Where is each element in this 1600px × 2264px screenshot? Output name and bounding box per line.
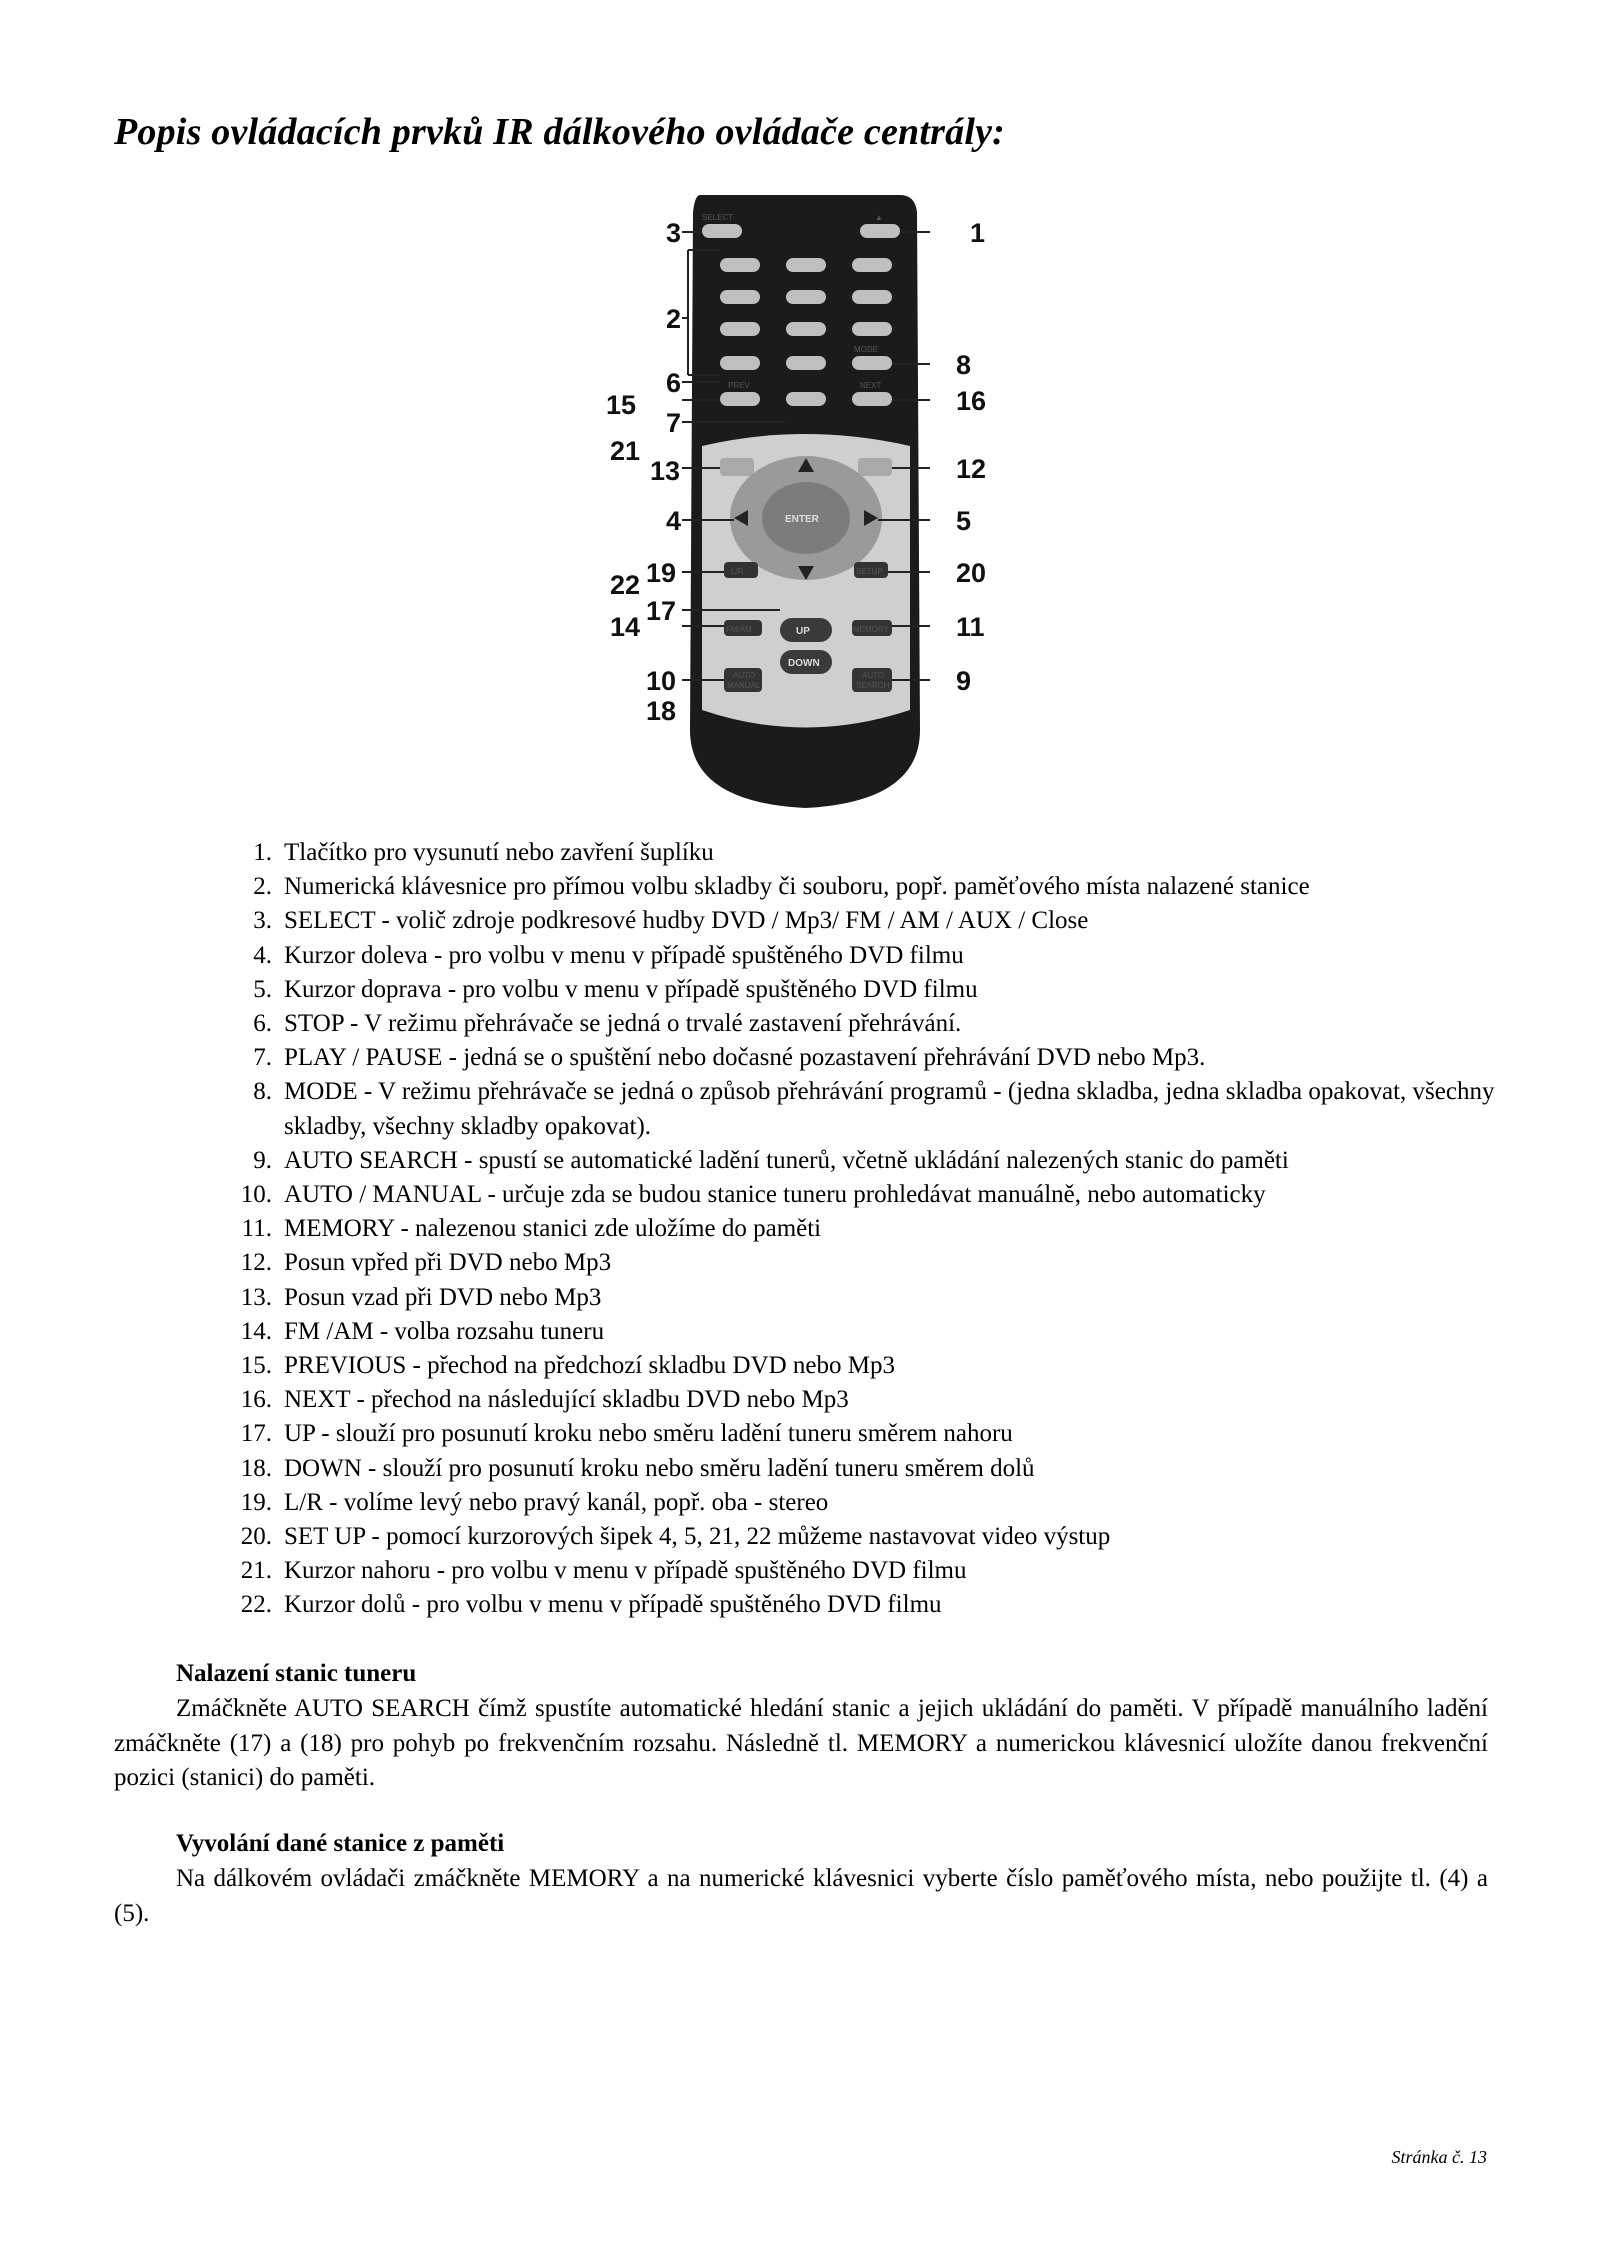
tuning-heading: Nalazení stanic tuneru: [176, 1660, 417, 1687]
svg-text:UP: UP: [796, 626, 810, 637]
recall-paragraph: Na dálkovém ovládači zmáčkněte MEMORY a na numerické klávesnici vyberte číslo paměťového místa, nebo použijte tl. (4) a (5).: [114, 1865, 1488, 1927]
page-number: Stránka č. 13: [1391, 2147, 1487, 2167]
callout-11: 11: [956, 612, 985, 642]
stop-button: [720, 356, 760, 370]
legend-item: 12. Posun vpřed při DVD nebo Mp3: [240, 1249, 612, 1277]
callout-15: 15: [606, 390, 637, 420]
svg-text:AUTO: AUTO: [733, 671, 756, 680]
legend-item: 4. Kurzor doleva - pro volbu v menu v případě spuštěného DVD filmu: [253, 941, 964, 969]
legend-item: 17. UP - slouží pro posunutí kroku nebo směru ladění tuneru směrem nahoru: [240, 1420, 1013, 1448]
next-label: NEXT: [860, 381, 882, 390]
mode-label: MODE: [854, 345, 878, 354]
recall-heading: Vyvolání dané stanice z paměti: [176, 1830, 505, 1857]
enter-label: ENTER: [785, 514, 819, 525]
legend-item: 5. Kurzor doprava - pro volbu v menu v případě spuštěného DVD filmu: [253, 975, 978, 1003]
callout-8: 8: [956, 350, 972, 380]
callout-19: 19: [646, 558, 677, 588]
legend-item: 18. DOWN - slouží pro posunutí kroku nebo směru ladění tuneru směrem dolů: [240, 1454, 1035, 1482]
callout-22: 22: [610, 570, 641, 600]
legend-item: 7. PLAY / PAUSE - jedná se o spuštění nebo dočasné pozastavení přehrávání DVD nebo Mp3.: [253, 1044, 1206, 1072]
mode-button: [852, 356, 892, 370]
svg-text:SEARCH: SEARCH: [856, 681, 890, 690]
button-legend: [220, 836, 1510, 1623]
legend-item: 3. SELECT - volič zdroje podkresové hudby DVD / Mp3/ FM / AM / AUX / Close: [253, 907, 1089, 935]
callout-18: 18: [646, 696, 677, 726]
callout-12: 12: [956, 454, 987, 484]
svg-text:MANUAL: MANUAL: [727, 681, 761, 690]
play-pause-button: [786, 356, 826, 370]
callout-2: 2: [666, 304, 682, 334]
page-title: Popis ovládacích prvků IR dálkového ovládače centrály:: [114, 111, 1005, 153]
svg-text:MEMORY: MEMORY: [853, 625, 889, 634]
legend-item: 2. Numerická klávesnice pro přímou volbu skladby či souboru, popř. paměťového místa nalazené stanice: [253, 873, 1310, 901]
select-label: SELECT: [702, 213, 734, 222]
callout-4: 4: [666, 506, 682, 536]
svg-text:AUTO: AUTO: [862, 671, 885, 680]
eject-label: ▲: [875, 213, 883, 222]
next-button: [852, 392, 892, 406]
legend-item: 21. Kurzor nahoru - pro volbu v menu v případě spuštěného DVD filmu: [240, 1557, 967, 1585]
callout-1: 1: [970, 218, 986, 248]
legend-item: 11. MEMORY - nalezenou stanici zde uložíme do paměti: [241, 1215, 822, 1243]
callout-17: 17: [646, 596, 677, 626]
legend-item: 14. FM /AM - volba rozsahu tuneru: [240, 1317, 605, 1345]
svg-text:DOWN: DOWN: [788, 658, 820, 669]
legend-item: 15. PREVIOUS - přechod na předchozí skladbu DVD nebo Mp3: [240, 1352, 895, 1380]
remote-control-figure: [590, 190, 1010, 820]
callout-3: 3: [666, 218, 682, 248]
legend-item: 20. SET UP - pomocí kurzorových šipek 4, 5, 21, 22 můžeme nastavovat video výstup: [240, 1523, 1111, 1551]
callout-14: 14: [610, 612, 641, 642]
legend-item: 10. AUTO / MANUAL - určuje zda se budou stanice tuneru prohledávat manuálně, nebo automaticky: [240, 1181, 1266, 1209]
legend-item: 8. MODE - V režimu přehrávače se jedná o způsob přehrávání programů - (jedna skladba, jedna skladba opakovat, všechny skladby, všechny skladby opakovat).: [253, 1078, 1495, 1140]
legend-item: 16. NEXT - přechod na následující skladbu DVD nebo Mp3: [240, 1386, 849, 1414]
select-button: [702, 224, 742, 238]
callout-21: 21: [610, 436, 641, 466]
legend-item: 13. Posun vzad při DVD nebo Mp3: [240, 1283, 602, 1311]
svg-text:L/R: L/R: [731, 567, 744, 576]
legend-item: 6. STOP - V režimu přehrávače se jedná o trvalé zastavení přehrávání.: [253, 1010, 962, 1038]
legend-item: 1. Tlačítko pro vysunutí nebo zavření šuplíku: [253, 839, 714, 866]
legend-item: 19. L/R - volíme levý nebo pravý kanál, popř. oba - stereo: [240, 1488, 829, 1516]
callout-7: 7: [666, 408, 682, 438]
callout-6: 6: [666, 368, 682, 398]
callout-10: 10: [646, 666, 677, 696]
svg-text:FM/AM: FM/AM: [726, 625, 752, 634]
callout-5: 5: [956, 506, 972, 536]
prev-label: PREV: [728, 381, 750, 390]
prev-button: [720, 392, 760, 406]
eject-button: [860, 224, 900, 238]
legend-item: 9. AUTO SEARCH - spustí se automatické ladění tunerů, včetně ukládání nalezených stanic do paměti: [253, 1146, 1289, 1174]
callout-9: 9: [956, 666, 972, 696]
svg-text:SETUP: SETUP: [856, 567, 883, 576]
callout-16: 16: [956, 386, 987, 416]
tuning-paragraph: Zmáčkněte AUTO SEARCH čímž spustíte automatické hledání stanic a jejich ukládání do paměti. V případě manuálního ladění zmáčkněte (17) a (18) pro pohyb po frekvenčním rozsahu. Následně tl. MEMORY a numerickou klávesnicí uložíte danou frekvenční pozici (stanici) do paměti.: [114, 1695, 1488, 1791]
callout-20: 20: [956, 558, 987, 588]
callout-13: 13: [650, 456, 681, 486]
legend-item: 22. Kurzor dolů - pro volbu v menu v případě spuštěného DVD filmu: [240, 1591, 942, 1619]
